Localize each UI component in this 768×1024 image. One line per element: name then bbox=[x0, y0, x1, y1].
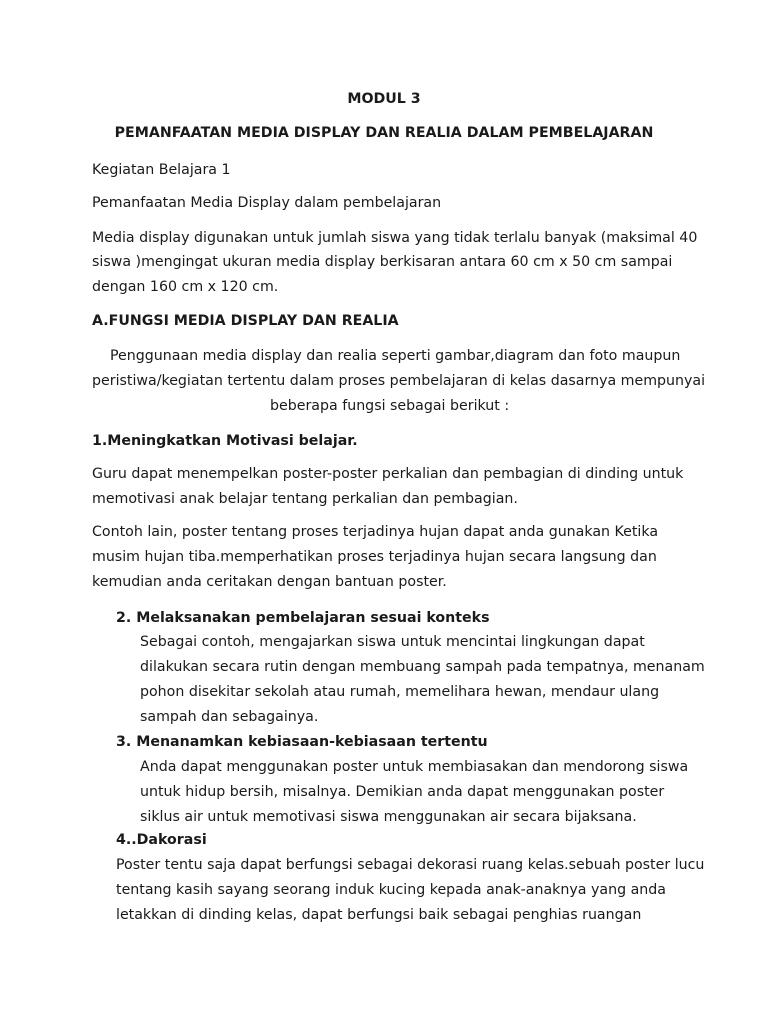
point2-line: dilakukan secara rutin dengan membuang sampah pada tempatnya, menanam bbox=[140, 659, 705, 675]
point4-heading: 4..Dakorasi bbox=[116, 832, 207, 848]
point3-line: siklus air untuk memotivasi siswa menggunakan air secara bijaksana. bbox=[140, 809, 637, 825]
topic-label: Pemanfaatan Media Display dalam pembelajaran bbox=[92, 195, 442, 211]
point1-line: Guru dapat menempelkan poster-poster perkalian dan pembagian di dinding untuk bbox=[92, 466, 684, 482]
point1-line: memotivasi anak belajar tentang perkalian dan pembagian. bbox=[92, 491, 518, 507]
section-intro-line: beberapa fungsi sebagai berikut : bbox=[270, 398, 510, 414]
intro-line: siswa )mengingat ukuran media display berkisaran antara 60 cm x 50 cm sampai bbox=[92, 254, 673, 270]
point3-line: Anda dapat menggunakan poster untuk membiasakan dan mendorong siswa bbox=[140, 759, 689, 775]
point4-line: Poster tentu saja dapat berfungsi sebagai dekorasi ruang kelas.sebuah poster lucu bbox=[116, 857, 705, 873]
point2-line: pohon disekitar sekolah atau rumah, memelihara hewan, mendaur ulang bbox=[140, 684, 660, 700]
document-title: MODUL 3 bbox=[347, 91, 421, 107]
point1-line: Contoh lain, poster tentang proses terjadinya hujan dapat anda gunakan Ketika bbox=[92, 524, 659, 540]
point4-line: letakkan di dinding kelas, dapat berfungsi baik sebagai penghias ruangan bbox=[116, 907, 642, 923]
point1-line: musim hujan tiba.memperhatikan proses terjadinya hujan secara langsung dan bbox=[92, 549, 657, 565]
point3-heading: 3. Menanamkan kebiasaan-kebiasaan tertentu bbox=[116, 734, 488, 750]
activity-label: Kegiatan Belajara 1 bbox=[92, 162, 231, 178]
section-heading: A.FUNGSI MEDIA DISPLAY DAN REALIA bbox=[92, 313, 399, 329]
intro-line: Media display digunakan untuk jumlah siswa yang tidak terlalu banyak (maksimal 40 bbox=[92, 230, 698, 246]
intro-line: dengan 160 cm x 120 cm. bbox=[92, 279, 279, 295]
point2-line: sampah dan sebagainya. bbox=[140, 709, 319, 725]
point2-line: Sebagai contoh, mengajarkan siswa untuk mencintai lingkungan dapat bbox=[140, 634, 645, 650]
point1-line: kemudian anda ceritakan dengan bantuan poster. bbox=[92, 574, 447, 590]
document-subtitle: PEMANFAATAN MEDIA DISPLAY DAN REALIA DALAM PEMBELAJARAN bbox=[114, 125, 654, 141]
point3-line: untuk hidup bersih, misalnya. Demikian anda dapat menggunakan poster bbox=[140, 784, 665, 800]
point1-heading: 1.Meningkatkan Motivasi belajar. bbox=[92, 433, 358, 449]
point4-line: tentang kasih sayang seorang induk kucing kepada anak-anaknya yang anda bbox=[116, 882, 666, 898]
section-intro-line: Penggunaan media display dan realia seperti gambar,diagram dan foto maupun bbox=[110, 348, 681, 364]
point2-heading: 2. Melaksanakan pembelajaran sesuai konteks bbox=[116, 610, 490, 626]
section-intro-line: peristiwa/kegiatan tertentu dalam proses pembelajaran di kelas dasarnya mempunyai bbox=[92, 373, 706, 389]
